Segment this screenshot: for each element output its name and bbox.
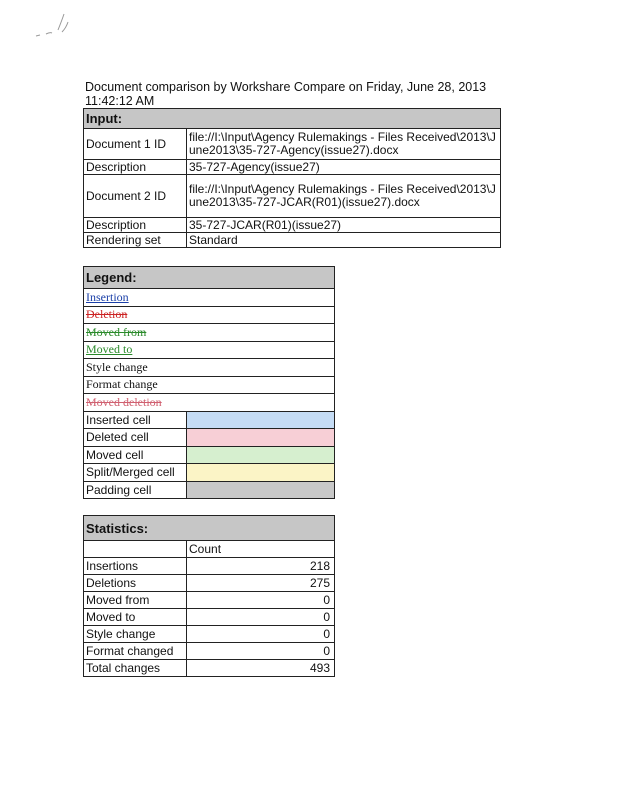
rendering-set-value: Standard <box>187 233 501 248</box>
legend-label: Insertion <box>86 289 129 304</box>
table-row <box>84 129 501 160</box>
legend-moved-deletion <box>84 394 335 412</box>
stat-value: 0 <box>187 592 335 609</box>
legend-label: Moved cell <box>84 446 187 464</box>
table-row <box>84 626 335 643</box>
table-row <box>84 609 335 626</box>
color-swatch <box>187 411 335 429</box>
legend-format-change <box>84 376 335 394</box>
description-1-value: 35-727-Agency(issue27) <box>187 160 501 175</box>
color-swatch <box>187 429 335 447</box>
legend-label: Moved from <box>86 324 147 339</box>
stat-value: 493 <box>187 660 335 677</box>
table-row <box>84 643 335 660</box>
table-row <box>84 175 501 218</box>
legend-title: Legend: <box>84 267 335 289</box>
color-swatch <box>187 464 335 482</box>
table-row <box>84 160 501 175</box>
table-row <box>84 218 501 233</box>
legend-label: Moved deletion <box>86 394 162 409</box>
legend-label: Split/Merged cell <box>84 464 187 482</box>
stat-label: Moved from <box>84 592 187 609</box>
legend-label: Deletion <box>86 307 128 322</box>
legend-label: Style change <box>86 359 148 374</box>
stat-label: Moved to <box>84 609 187 626</box>
header-line-1: Document comparison by Workshare Compare on Friday, June 28, 2013 <box>85 80 487 94</box>
stat-value: 0 <box>187 626 335 643</box>
legend-moved-cell <box>84 446 335 464</box>
legend-deleted-cell <box>84 429 335 447</box>
legend-insertion <box>84 289 335 307</box>
row-key: Description <box>84 160 187 175</box>
legend-deletion <box>84 306 335 324</box>
row-key: Description <box>84 218 187 233</box>
row-key: Document 2 ID <box>84 175 187 218</box>
count-header: Count <box>187 541 335 558</box>
stat-label: Insertions <box>84 558 187 575</box>
table-row <box>84 575 335 592</box>
legend-label: Format change <box>86 377 158 392</box>
stat-value: 0 <box>187 609 335 626</box>
row-key: Document 1 ID <box>84 129 187 160</box>
table-row <box>84 558 335 575</box>
stat-label: Total changes <box>84 660 187 677</box>
legend-padding-cell <box>84 481 335 499</box>
row-key: Rendering set <box>84 233 187 248</box>
legend-split-merged-cell <box>84 464 335 482</box>
comparison-header <box>85 80 505 108</box>
legend-table <box>83 266 335 499</box>
description-2-value: 35-727-JCAR(R01)(issue27) <box>187 218 501 233</box>
legend-label: Deleted cell <box>84 429 187 447</box>
legend-style-change <box>84 359 335 377</box>
document-2-id-value: file://I:\Input\Agency Rulemakings - Files Received\2013\June2013\35-727-JCAR(R01)(issue27).docx <box>187 175 501 218</box>
table-row <box>84 233 501 248</box>
table-row <box>84 592 335 609</box>
stat-value: 275 <box>187 575 335 592</box>
stat-label: Format changed <box>84 643 187 660</box>
table-row <box>84 660 335 677</box>
stat-label: Style change <box>84 626 187 643</box>
handwritten-mark <box>28 10 78 40</box>
header-line-2: 11:42:12 AM <box>85 94 155 108</box>
stat-value: 218 <box>187 558 335 575</box>
color-swatch <box>187 446 335 464</box>
document-1-id-value: file://I:\Input\Agency Rulemakings - Files Received\2013\June2013\35-727-Agency(issue27).docx <box>187 129 501 160</box>
legend-inserted-cell <box>84 411 335 429</box>
input-table <box>83 108 501 248</box>
input-title: Input: <box>84 109 501 129</box>
stat-label: Deletions <box>84 575 187 592</box>
legend-label: Moved to <box>86 342 133 357</box>
legend-label: Inserted cell <box>84 411 187 429</box>
statistics-title: Statistics: <box>84 516 335 541</box>
stat-value: 0 <box>187 643 335 660</box>
statistics-table <box>83 515 335 677</box>
legend-moved-from <box>84 324 335 342</box>
empty-header-cell <box>84 541 187 558</box>
legend-moved-to <box>84 341 335 359</box>
legend-label: Padding cell <box>84 481 187 499</box>
color-swatch <box>187 481 335 499</box>
